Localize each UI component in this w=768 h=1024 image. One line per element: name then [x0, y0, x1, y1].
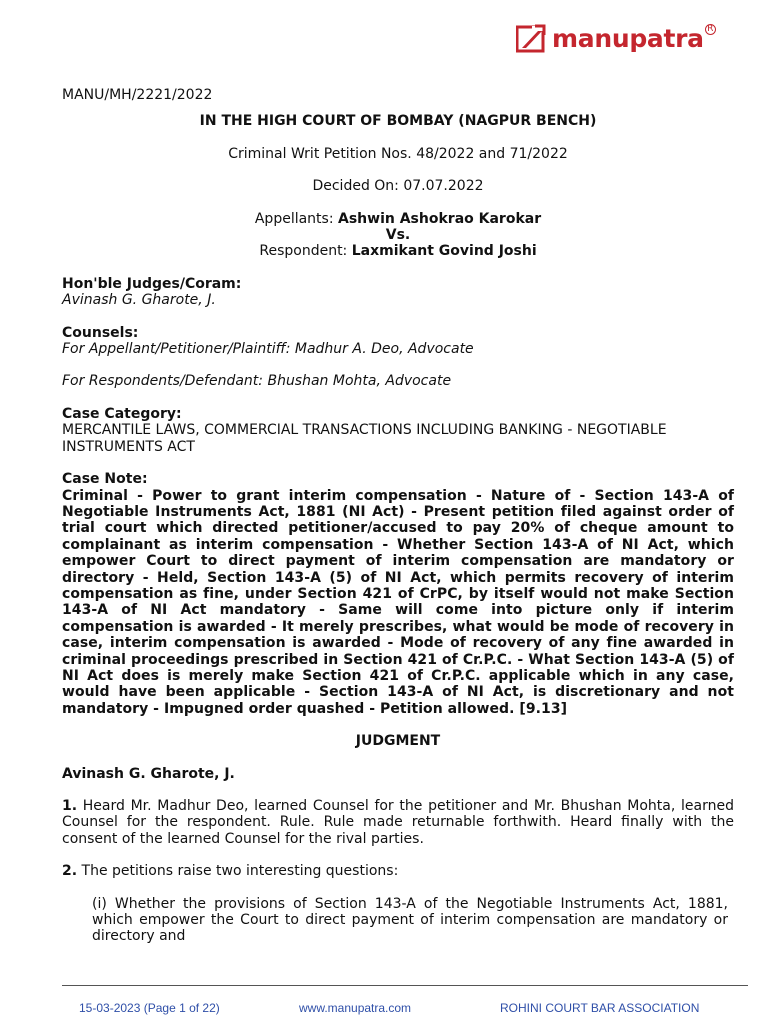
appellants-name: Ashwin Ashokrao Karokar [338, 210, 542, 227]
respondent-line [62, 243, 734, 259]
decided-date: Decided On: 07.07.2022 [312, 178, 484, 195]
category-text: MERCANTILE LAWS, COMMERCIAL TRANSACTIONS INCLUDING BANKING - NEGOTIABLE INSTRUMENTS ACT [62, 422, 667, 455]
manupatra-logo-icon [516, 24, 546, 54]
appellants-line [62, 211, 734, 227]
judge-name: Avinash G. Gharote, J. [62, 292, 216, 309]
appellant-counsel: For Appellant/Petitioner/Plaintiff: Madhur A. Deo, Advocate [62, 341, 474, 358]
registered-mark: R [705, 24, 716, 35]
manupatra-logo [516, 22, 716, 56]
paragraph-1-text: Heard Mr. Madhur Deo, learned Counsel for the petitioner and Mr. Bhushan Mohta, learned Counsel for the respondent. Rule. Rule made returnable forthwith. Heard finally with the consent of the learned Counsel for the rival parties. [62, 798, 734, 847]
paragraph-2-number: 2. [62, 863, 78, 880]
footer-association: ROHINI COURT BAR ASSOCIATION [500, 1001, 700, 1015]
respondent-name: Laxmikant Govind Joshi [351, 243, 537, 260]
paragraph-2 [62, 863, 734, 879]
paragraph-2-text: The petitions raise two interesting questions: [77, 863, 399, 880]
case-note-text: Criminal - Power to grant interim compensation - Nature of - Section 143-A of Negotiable Instruments Act, 1881 (NI Act) - Present petition filed against order of trial court which directed petitioner/accused to pay 20% of cheque amount to complainant as interim compensation - Whether Section 143-A of NI Act, which empower Court to direct payment of interim compensation are mandatory or directory - Held, Section 143-A (5) of NI Act, which permits recovery of interim compensation as fine, under Section 421 of CrPC, by itself would not make Section 143-A of NI Act mandatory - Same will come into picture only if interim compensation is awarded - It merely prescribes, what would be mode of recovery in case, interim compensation is awarded - Mode of recovery of any fine awarded in criminal proceedings prescribed in Section 421 of Cr.P.C. - What Section 143-A (5) of NI Act does is merely make Section 421 of Cr.P.C. applicable which in any case, would have been applicable - Section 143-A of NI Act, is discretionary and not mandatory - Impugned order quashed - Petition allowed. [9.13] [62, 487, 734, 717]
appellants-label: Appellants: [254, 210, 339, 227]
logo-wordmark: manupatra [552, 23, 704, 53]
footer-website[interactable]: www.manupatra.com [299, 1001, 412, 1015]
respondent-counsel: For Respondents/Defendant: Bhushan Mohta, Advocate [62, 373, 452, 390]
question-1: (i) Whether the provisions of Section 143-A of the Negotiable Instruments Act, 1881, which empower the Court to direct payment of interim compensation are mandatory or directory and [92, 895, 728, 945]
footer-date-page: 15-03-2023 (Page 1 of 22) [79, 1001, 220, 1015]
respondent-label: Respondent: [259, 243, 352, 260]
versus: Vs. [385, 227, 411, 244]
court-name: IN THE HIGH COURT OF BOMBAY (NAGPUR BENCH) [199, 113, 597, 130]
paragraph-1-number: 1. [62, 798, 78, 814]
case-note-heading: Case Note: [62, 471, 148, 488]
judgment-author: Avinash G. Gharote, J. [62, 765, 235, 782]
case-citation: MANU/MH/2221/2022 [62, 87, 213, 103]
judgment-heading: JUDGMENT [355, 733, 441, 750]
footer-divider [62, 985, 748, 986]
counsels-heading: Counsels: [62, 324, 139, 341]
document-body [62, 87, 734, 945]
category-heading: Case Category: [62, 405, 182, 422]
petition-number: Criminal Writ Petition Nos. 48/2022 and 71/2022 [228, 145, 568, 162]
judges-heading: Hon'ble Judges/Coram: [62, 275, 242, 292]
paragraph-1 [62, 798, 734, 847]
